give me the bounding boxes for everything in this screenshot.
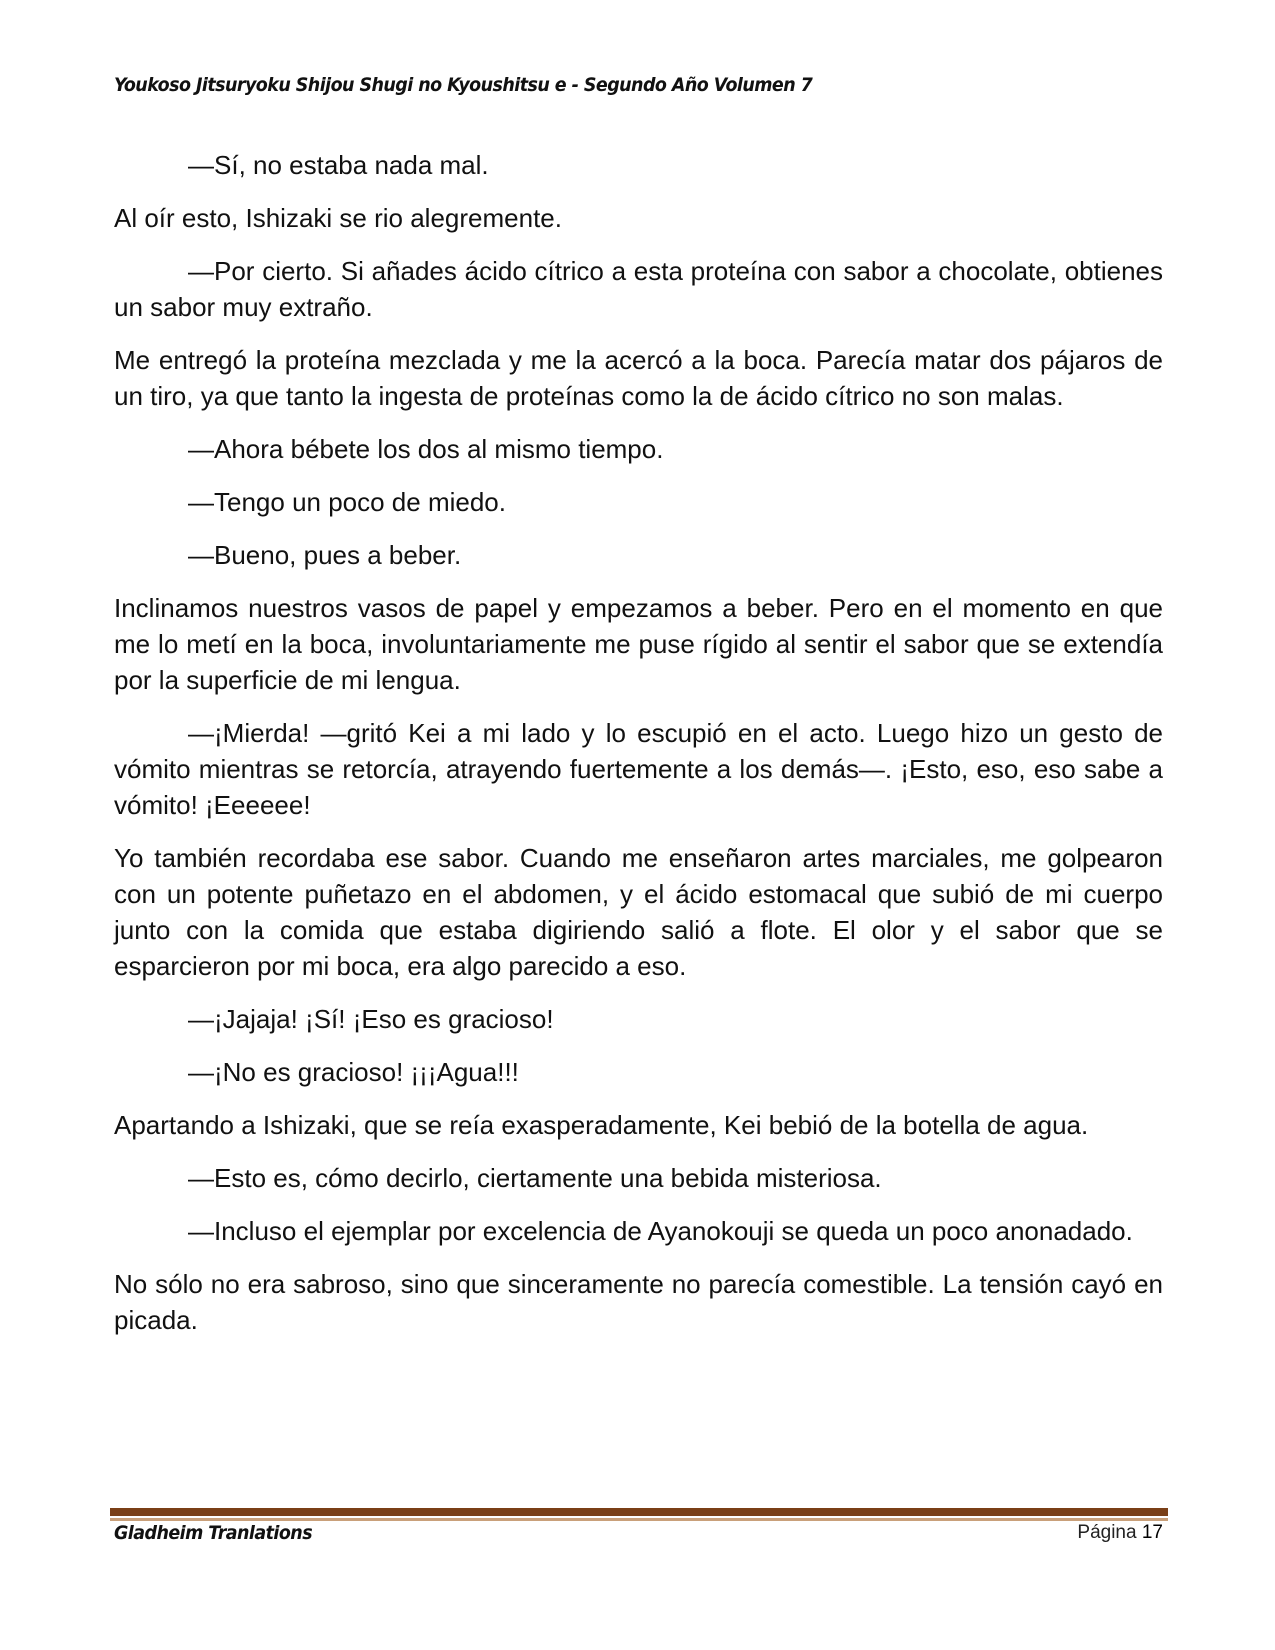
paragraph: —Tengo un poco de miedo. — [188, 487, 506, 517]
paragraph: —Por cierto. Si añades ácido cítrico a esta proteína con sabor a chocolate, obtienes un sabor muy extraño. — [114, 256, 1163, 322]
paragraph: —¡Mierda! —gritó Kei a mi lado y lo escupió en el acto. Luego hizo un gesto de vómito mientras se retorcía, atrayendo fuertemente a los demás—. ¡Esto, eso, eso sabe a vómito! ¡Eeeeee! — [114, 718, 1163, 820]
paragraph: —Esto es, cómo decirlo, ciertamente una bebida misteriosa. — [188, 1163, 882, 1193]
page-number-value: 17 — [1141, 1522, 1163, 1543]
paragraph: Al oír esto, Ishizaki se rio alegremente. — [114, 203, 562, 233]
page-label: Página — [1077, 1522, 1137, 1543]
paragraph: Yo también recordaba ese sabor. Cuando me enseñaron artes marciales, me golpearon con un potente puñetazo en el abdomen, y el ácido estomacal que subió de mi cuerpo junto con la comida que estaba digiriendo salió a flote. El olor y el sabor que se esparcieron por mi boca, era algo parecido a eso. — [114, 843, 1163, 981]
paragraph: —Ahora bébete los dos al mismo tiempo. — [188, 434, 664, 464]
paragraph: —¡Jajaja! ¡Sí! ¡Eso es gracioso! — [188, 1004, 554, 1034]
paragraph: —Incluso el ejemplar por excelencia de Ayanokouji se queda un poco anonadado. — [188, 1216, 1133, 1246]
paragraph: —Bueno, pues a beber. — [188, 540, 462, 570]
paragraph: —¡No es gracioso! ¡¡¡Agua!!! — [188, 1057, 519, 1087]
running-header: Youkoso Jitsuryoku Shijou Shugi no Kyoushitsu e - Segundo Año Volumen 7 — [114, 74, 813, 96]
footer-rule — [110, 1508, 1168, 1518]
paragraph: No sólo no era sabroso, sino que sinceramente no parecía comestible. La tensión cayó en picada. — [114, 1269, 1163, 1335]
page-number — [1077, 1522, 1163, 1544]
paragraph: —Sí, no estaba nada mal. — [188, 150, 489, 180]
footer-credit: Gladheim Tranlations — [114, 1522, 313, 1544]
paragraph: Apartando a Ishizaki, que se reía exasperadamente, Kei bebió de la botella de agua. — [114, 1110, 1089, 1140]
paragraph: Inclinamos nuestros vasos de papel y empezamos a beber. Pero en el momento en que me lo metí en la boca, involuntariamente me puse rígido al sentir el sabor que se extendía por la superficie de mi lengua. — [114, 593, 1163, 695]
paragraph: Me entregó la proteína mezclada y me la acercó a la boca. Parecía matar dos pájaros de un tiro, ya que tanto la ingesta de proteínas como la de ácido cítrico no son malas. — [114, 345, 1163, 411]
page-body — [114, 147, 1163, 1355]
